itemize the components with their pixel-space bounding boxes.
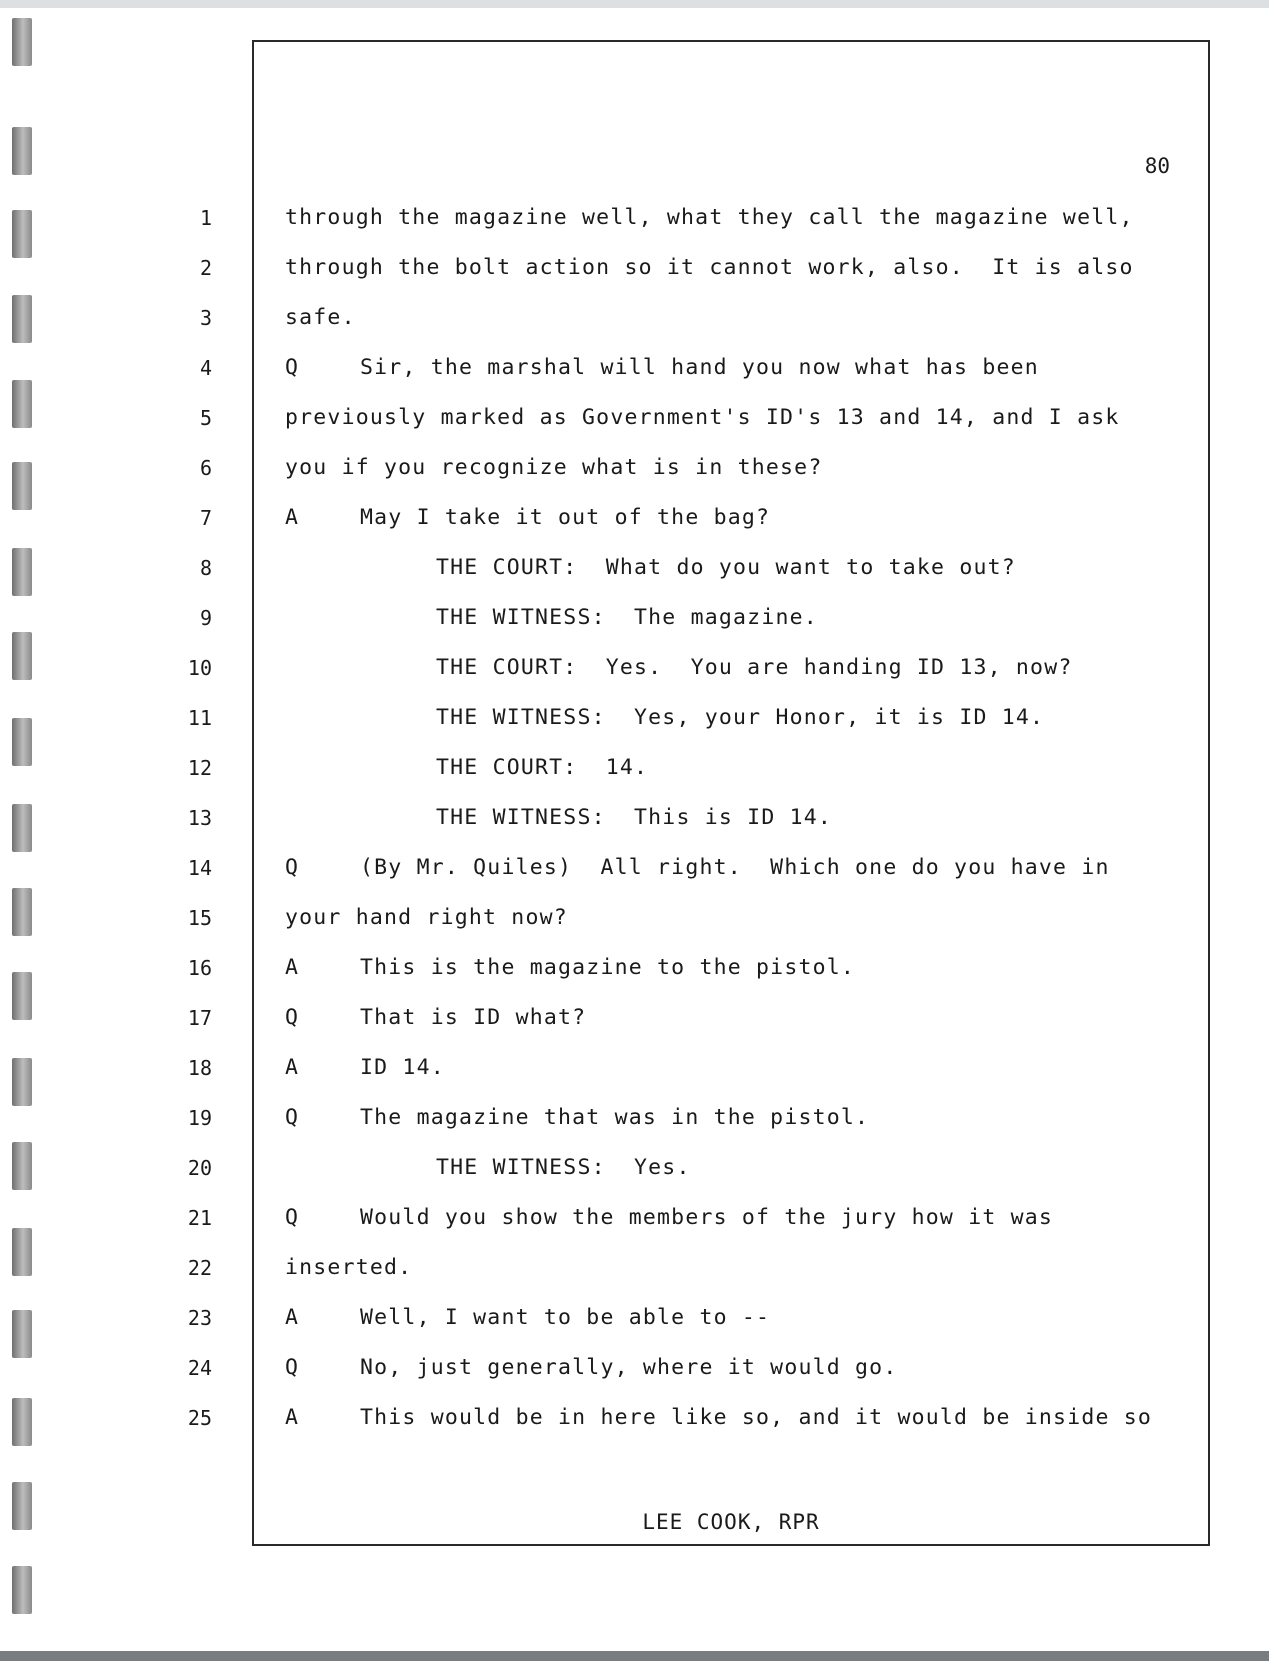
punch-hole [12,462,32,510]
transcript-line-text: Would you show the members of the jury how it was [360,1205,1054,1230]
speaker-label: Q [285,1205,300,1230]
line-number: 8 [199,556,212,580]
transcript-line-text: That is ID what? [360,1005,587,1030]
transcript-line-text: THE WITNESS: This is ID 14. [436,805,833,830]
transcript-line-text: May I take it out of the bag? [360,505,771,530]
transcript-line-text: THE COURT: 14. [436,755,649,780]
transcript-line-text: The magazine that was in the pistol. [360,1105,870,1130]
punch-hole [12,1566,32,1614]
line-number: 1 [199,206,212,230]
transcript-line-text: THE WITNESS: Yes, your Honor, it is ID 14. [436,705,1045,730]
line-number: 5 [199,406,212,430]
speaker-label: A [285,1055,300,1080]
punch-hole [12,1058,32,1106]
transcript-line-text: your hand right now? [285,905,568,930]
punch-hole [12,18,32,66]
speaker-label: A [285,1405,300,1430]
line-number: 12 [187,756,212,780]
punch-hole [12,1142,32,1190]
punch-hole [12,804,32,852]
transcript-line-text: THE WITNESS: Yes. [436,1155,691,1180]
punch-hole [12,888,32,936]
transcript-line-text: THE WITNESS: The magazine. [436,605,818,630]
punch-hole [12,210,32,258]
transcript-line-text: THE COURT: What do you want to take out? [436,555,1016,580]
punch-hole [12,972,32,1020]
transcript-line-text: This would be in here like so, and it would be inside so [360,1405,1153,1430]
line-number: 15 [187,906,212,930]
line-number: 24 [187,1356,212,1380]
speaker-label: Q [285,355,300,380]
punch-hole [12,1310,32,1358]
transcript-line-text: This is the magazine to the pistol. [360,955,856,980]
line-number: 18 [187,1056,212,1080]
line-number: 10 [187,656,212,680]
speaker-label: Q [285,1105,300,1130]
punch-hole [12,1482,32,1530]
punch-hole [12,127,32,175]
line-number: 22 [187,1256,212,1280]
line-number: 25 [187,1406,212,1430]
transcript-line-text: safe. [285,305,356,330]
transcript-line-text: No, just generally, where it would go. [360,1355,898,1380]
speaker-label: Q [285,855,300,880]
speaker-label: Q [285,1005,300,1030]
speaker-label: Q [285,1355,300,1380]
line-number: 21 [187,1206,212,1230]
transcript-line-text: through the magazine well, what they call the magazine well, [285,205,1134,230]
speaker-label: A [285,505,300,530]
punch-hole [12,295,32,343]
punch-hole [12,1228,32,1276]
transcript-line-text: ID 14. [360,1055,445,1080]
line-number: 17 [187,1006,212,1030]
transcript-line-text: inserted. [285,1255,413,1280]
transcript-line-text: through the bolt action so it cannot work, also. It is also [285,255,1134,280]
punch-hole [12,380,32,428]
transcript-line-text: previously marked as Government's ID's 13 and 14, and I ask [285,405,1120,430]
line-number: 6 [199,456,212,480]
transcript-line-text: THE COURT: Yes. You are handing ID 13, now? [436,655,1073,680]
speaker-label: A [285,1305,300,1330]
line-number: 23 [187,1306,212,1330]
line-number: 16 [187,956,212,980]
line-number: 2 [199,256,212,280]
transcript-line-text: Sir, the marshal will hand you now what has been [360,355,1039,380]
scan-top-edge [0,0,1269,8]
transcript-line-text: (By Mr. Quiles) All right. Which one do you have in [360,855,1110,880]
speaker-label: A [285,955,300,980]
transcript-line-text: Well, I want to be able to -- [360,1305,771,1330]
scan-bottom-edge [0,1651,1269,1661]
court-reporter-footer: LEE COOK, RPR [642,1510,820,1534]
line-number: 14 [187,856,212,880]
transcript-line-text: you if you recognize what is in these? [285,455,823,480]
line-number: 19 [187,1106,212,1130]
line-number: 20 [187,1156,212,1180]
line-number: 11 [187,706,212,730]
line-number: 13 [187,806,212,830]
line-number: 7 [199,506,212,530]
line-number: 3 [199,306,212,330]
line-number: 9 [199,606,212,630]
page-number: 80 [1144,154,1170,178]
line-number: 4 [199,356,212,380]
punch-hole [12,632,32,680]
punch-hole [12,548,32,596]
punch-hole [12,718,32,766]
punch-hole [12,1398,32,1446]
